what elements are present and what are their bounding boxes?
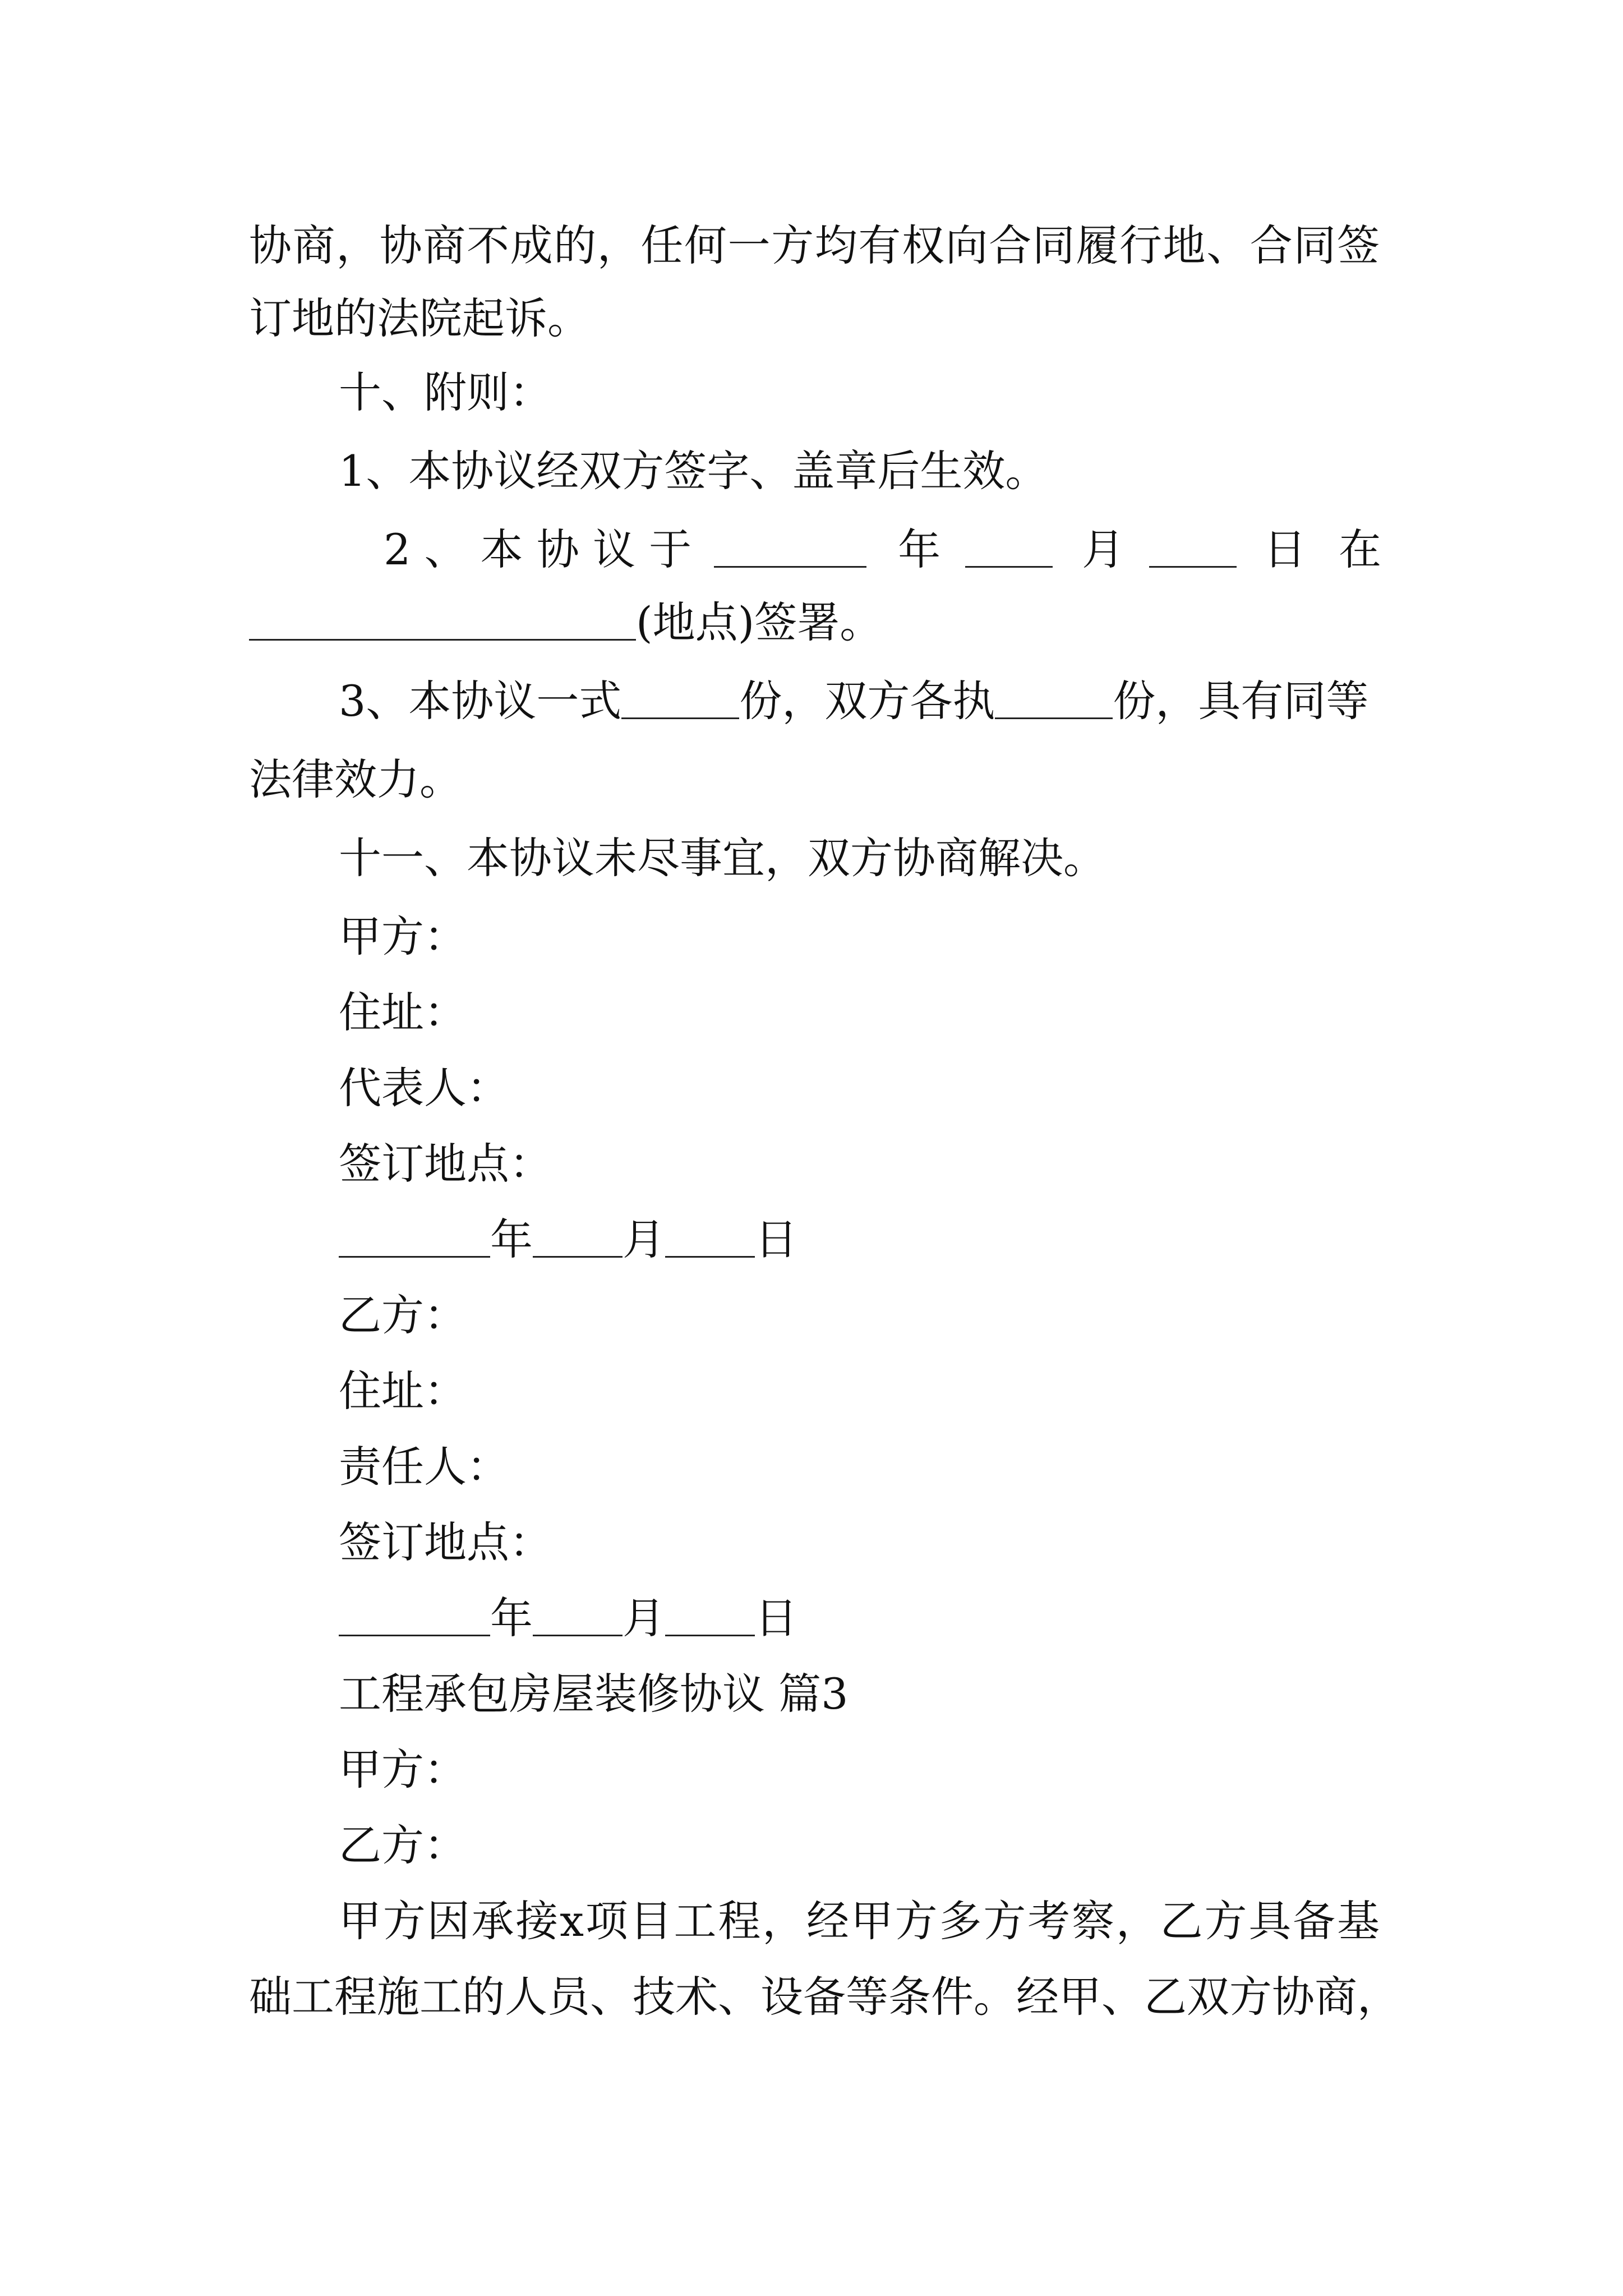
day-label: 日 <box>755 1214 797 1264</box>
clause-text: 份，双方各执 <box>739 676 995 726</box>
clause-text: 份，具有同等 <box>1113 676 1369 726</box>
paragraph-line: 协商，协商不成的，任何一方均有权向合同履行地、合同签 <box>249 220 1380 270</box>
party-a-representative: 代表人： <box>339 1063 509 1113</box>
blank-field <box>339 1214 490 1258</box>
blank-field <box>665 1214 755 1258</box>
day-label: 日 <box>1264 524 1307 574</box>
month-label: 月 <box>1082 524 1125 574</box>
blank-field <box>533 1593 623 1636</box>
section-heading: 十一、本协议未尽事宜，双方协商解决。 <box>339 833 1106 883</box>
party-a-signing-place: 签订地点： <box>339 1139 552 1189</box>
clause-text: 3、本协议一式 <box>339 676 622 726</box>
party-b-responsible-person: 责任人： <box>339 1442 509 1492</box>
clause-line <box>0 516 1623 583</box>
year-label: 年 <box>898 524 941 574</box>
agreement-title: 工程承包房屋装修协议 篇3 <box>339 1669 849 1719</box>
clause-line <box>0 589 1623 656</box>
clause-text: 在 <box>1339 524 1382 574</box>
month-label: 月 <box>623 1593 665 1643</box>
day-label: 日 <box>755 1593 797 1643</box>
blank-field <box>1149 524 1237 568</box>
party-a-label: 甲方： <box>339 1745 467 1795</box>
paragraph-line: 甲方因承接x项目工程，经甲方多方考察，乙方具备基 <box>339 1896 1380 1946</box>
clause-text: 2 、 本 协 议 于 <box>384 524 692 574</box>
party-a-address: 住址： <box>339 987 467 1037</box>
paragraph-line: 订地的法院起诉。 <box>249 293 590 343</box>
party-b-label: 乙方： <box>339 1290 467 1340</box>
paragraph-line: 法律效力。 <box>249 754 462 804</box>
party-b-label: 乙方： <box>339 1820 467 1870</box>
blank-field <box>995 676 1113 719</box>
year-label: 年 <box>490 1214 533 1264</box>
section-heading: 十、附则： <box>339 367 552 417</box>
blank-field <box>249 597 636 641</box>
party-a-date-line <box>0 1206 1623 1273</box>
blank-field <box>714 524 866 568</box>
clause-text: (地点)签署。 <box>636 597 883 647</box>
party-b-signing-place: 签订地点： <box>339 1517 552 1567</box>
blank-field <box>665 1593 755 1636</box>
blank-field <box>533 1214 623 1258</box>
party-b-address: 住址： <box>339 1366 467 1416</box>
clause-line: 1、本协议经双方签字、盖章后生效。 <box>339 446 1048 496</box>
clause-line <box>0 668 1623 735</box>
month-label: 月 <box>623 1214 665 1264</box>
blank-field <box>339 1593 490 1636</box>
paragraph-line: 础工程施工的人员、技术、设备等条件。经甲、乙双方协商， <box>249 1972 1400 2022</box>
year-label: 年 <box>490 1593 533 1643</box>
party-a-label: 甲方： <box>339 912 467 961</box>
party-b-date-line <box>0 1585 1623 1652</box>
blank-field <box>621 676 739 719</box>
blank-field <box>965 524 1053 568</box>
